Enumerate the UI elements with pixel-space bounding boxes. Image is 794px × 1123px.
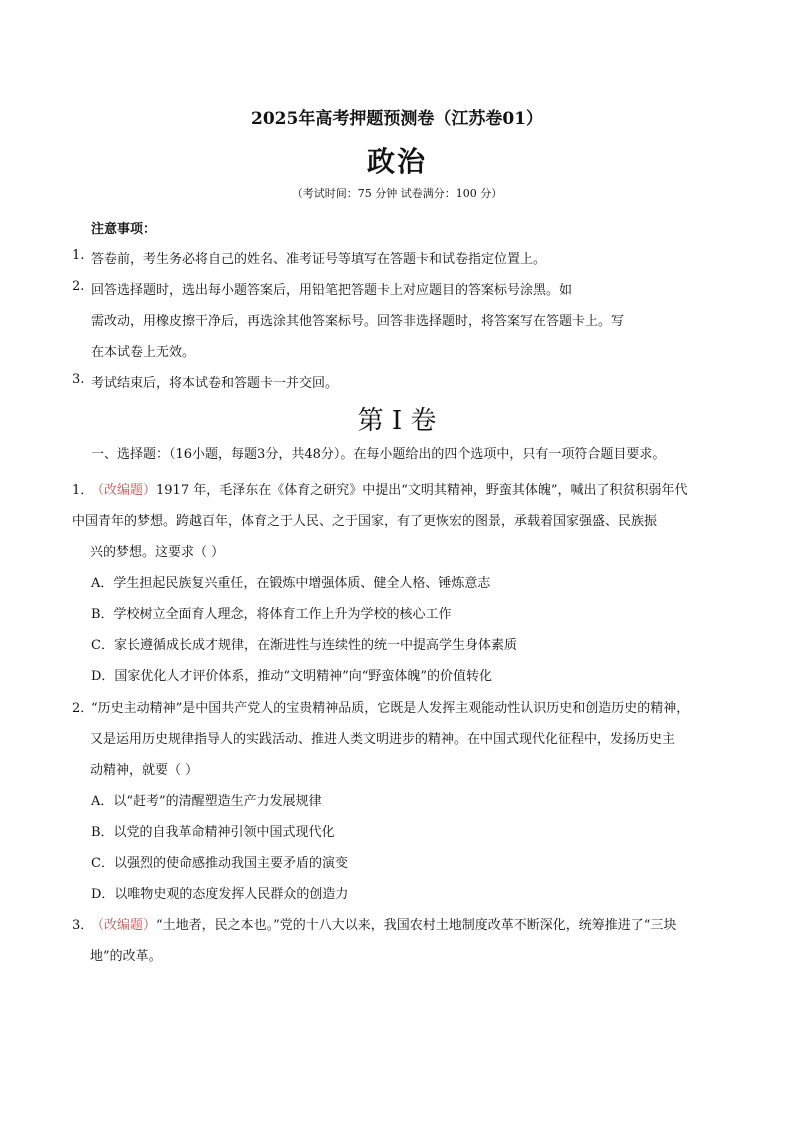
question-stem-line: 地”的改革。 xyxy=(90,949,162,964)
question-stem-line xyxy=(91,914,676,933)
notice-number: 1. xyxy=(72,248,85,263)
notice-text: 需改动，用橡皮擦干净后，再选涂其他答案标号。回答非选择题时，将答案写在答题卡上。写 xyxy=(91,314,625,329)
option-d: D．以唯物史观的态度发挥人民群众的创造力 xyxy=(91,887,349,902)
notice-text: 回答选择题时，选出每小题答案后，用铅笔把答题卡上对应题目的答案标号涂黑。如 xyxy=(91,283,573,298)
question-number: 1． xyxy=(72,483,94,498)
notice-heading: 注意事项： xyxy=(91,222,157,237)
option-a: A．以“赶考”的清醒塑造生产力发展规律 xyxy=(91,794,322,809)
option-b: B．以党的自我革命精神引领中国式现代化 xyxy=(91,825,335,840)
notice-number: 3. xyxy=(72,372,85,387)
question-stem-line: “历史主动精神”是中国共产党人的宝贵精神品质，它既是人发挥主观能动性认识历史和创造历史的精神， xyxy=(91,701,690,716)
question-stem-line xyxy=(91,479,688,498)
question-stem-line: 兴的梦想。这要求（ ） xyxy=(90,545,225,560)
option-b: B．学校树立全面育人理念，将体育工作上升为学校的核心工作 xyxy=(91,607,452,622)
option-c: C．以强烈的使命感推动我国主要矛盾的演变 xyxy=(91,856,348,871)
option-c: C．家长遵循成长成才规律，在渐进性与连续性的统一中提高学生身体素质 xyxy=(91,638,517,653)
notice-number: 2. xyxy=(72,279,85,294)
section-title: 第 I 卷 xyxy=(357,406,437,436)
subject-title: 政治 xyxy=(366,145,427,178)
notice-text: 在本试卷上无效。 xyxy=(91,345,196,360)
notice-text: 考试结束后，将本试卷和答题卡一并交回。 xyxy=(91,376,339,391)
question-text: “土地者，民之本也。”党的十八大以来，我国农村土地制度改革不断深化，统筹推进了“三块 xyxy=(156,918,677,933)
question-tag: （改编题） xyxy=(91,918,157,933)
option-d: D．国家优化人才评价体系，推动“文明精神”向“野蛮体魄”的价值转化 xyxy=(91,669,493,684)
question-number: 3． xyxy=(72,918,94,933)
question-text: 1917 年，毛泽东在《体育之研究》中提出“文明其精神，野蛮其体魄”，喊出了积贫积弱年代 xyxy=(156,483,688,498)
question-tag: （改编题） xyxy=(91,483,157,498)
option-a: A．学生担起民族复兴重任，在锻炼中增强体质、健全人格、锤炼意志 xyxy=(91,576,491,591)
question-stem-line: 中国青年的梦想。跨越百年，体育之于人民、之于国家，有了更恢宏的图景，承载着国家强盛、民族振 xyxy=(72,514,658,529)
exam-title: 2025年高考押题预测卷（江苏卷01） xyxy=(251,109,543,129)
notice-text: 答卷前，考生务必将自己的姓名、准考证号等填写在答题卡和试卷指定位置上。 xyxy=(91,252,547,267)
question-number: 2． xyxy=(72,701,94,716)
question-stem-line: 动精神，就要（ ） xyxy=(90,763,199,778)
question-stem-line: 又是运用历史规律指导人的实践活动、推进人类文明进步的精神。在中国式现代化征程中，发扬历史主 xyxy=(90,732,676,747)
exam-info: （考试时间：75 分钟 试卷满分：100 分） xyxy=(291,187,503,200)
section-instruction: 一、选择题：（16小题，每题3分，共48分）。在每小题给出的四个选项中，只有一项符合题目要求。 xyxy=(91,447,666,462)
